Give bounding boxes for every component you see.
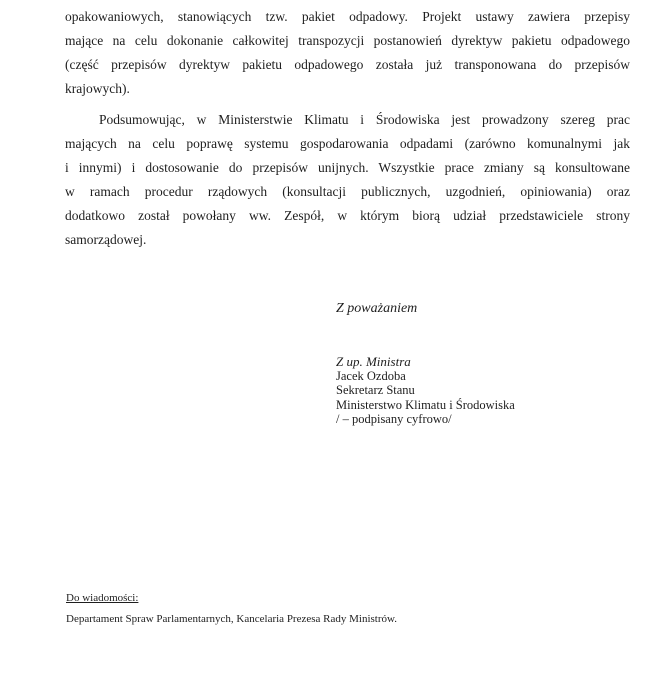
body-paragraph [65,5,630,101]
text-line: (część przepisów dyrektyw pakietu odpadowego została już transponowana do przepisów [65,57,630,72]
body-paragraph [65,108,630,252]
cc-recipients: Departament Spraw Parlamentarnych, Kancelaria Prezesa Rady Ministrów. [66,613,397,625]
text-line: opakowaniowych, stanowiących tzw. pakiet odpadowy. Projekt ustawy zawiera przepisy [65,9,630,24]
closing-salutation: Z poważaniem [336,301,418,316]
text-line: samorządowej. [65,232,147,247]
signer-organization: Ministerstwo Klimatu i Środowiska [336,397,515,412]
text-line: mające na celu dokonanie całkowitej transpozycji postanowień dyrektyw pakietu odpadowego [65,33,630,48]
text-line: w ramach procedur rządowych (konsultacji publicznych, uzgodnień, opiniowania) oraz [65,184,630,199]
cc-section [66,591,397,627]
cc-heading: Do wiadomości: [66,592,139,604]
text-line: dodatkowo został powołany ww. Zespół, w którym biorą udział przedstawiciele strony [65,208,630,223]
text-line: i innymi) i dostosowanie do przepisów unijnych. Wszystkie prace zmiany są konsultowane [65,160,630,175]
text-line: mających na celu poprawę systemu gospodarowania odpadami (zarówno komunalnymi jak [65,136,630,151]
signature-block [336,354,515,427]
text-line: krajowych). [65,81,130,96]
digital-signature-note: / – podpisany cyfrowo/ [336,412,452,427]
letter-body [65,5,630,252]
signature-authority: Z up. Ministra [336,354,411,369]
text-line: Podsumowując, w Ministerstwie Klimatu i Środowiska jest prowadzony szereg prac [99,112,630,127]
signer-name: Jacek Ozdoba [336,369,406,383]
signer-title: Sekretarz Stanu [336,383,415,398]
